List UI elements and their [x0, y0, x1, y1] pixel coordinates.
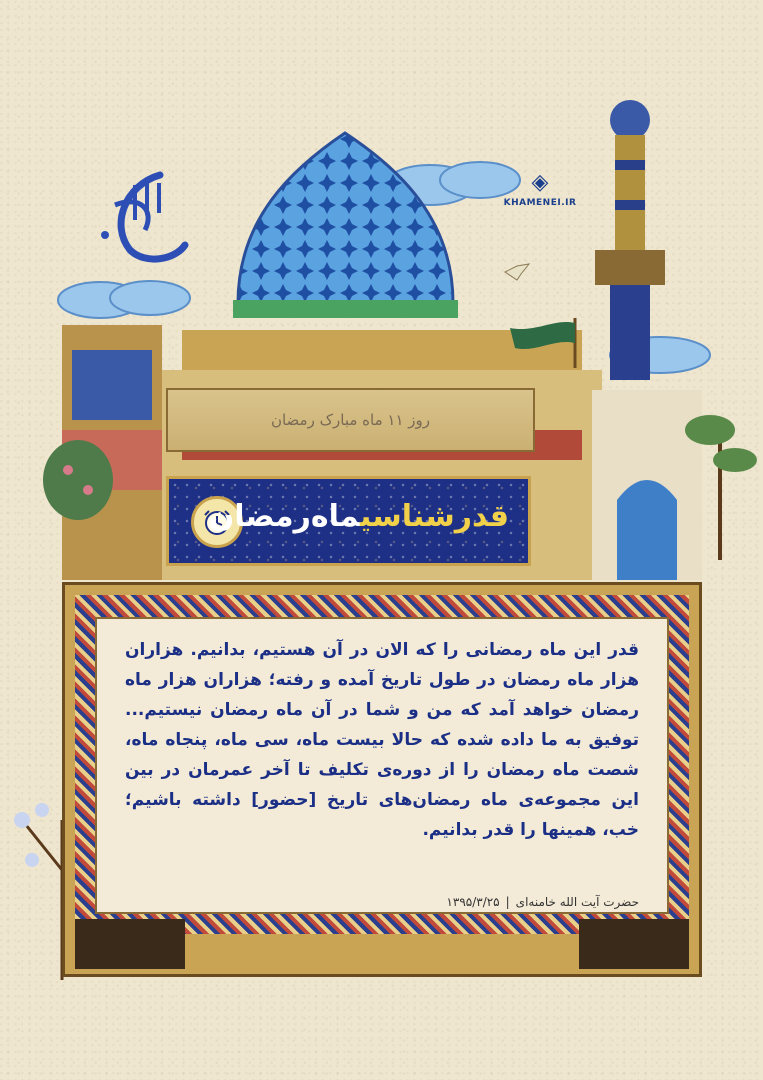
bahar-quran-logo — [85, 165, 195, 275]
khamenei-logo-site: KHAMENEI.IR — [503, 198, 577, 208]
quote-text: قدر این ماه رمضانی را که الان در آن هستیم، بدانیم. هزاران هزار ماه رمضان در طول تاریخ آمده و رفته؛ هزاران هزار ماه رمضان خواهد آمد که من و شما در آن ماه رمضان نیستیم... توفیق به ما داده شده که حالا بیست ماه، سی ماه، پنجاه ماه، شصت ماه رمضان را از دوره‌ی تکلیف تا آخر عمرمان در بین این مجموعه‌ی ماه رمضان‌های تاریخ [حضور] داشته باشیم؛ خب، همینها را قدر بدانیم. — [125, 640, 639, 840]
dome-illustration — [228, 128, 463, 318]
title-accent: قدرشناسی — [359, 499, 509, 534]
quote-date: ۱۳۹۵/۳/۲۵ — [446, 895, 500, 909]
quote-speaker: حضرت آیت الله خامنه‌ای — [515, 895, 639, 909]
quote-attribution — [446, 895, 639, 909]
quote-frame — [62, 582, 702, 977]
subtitle: روز ۱۱ ماه مبارک رمضان — [270, 411, 431, 429]
lattice-grilles — [65, 914, 699, 974]
title-main: ماه‌رمضان — [208, 499, 360, 534]
quote-panel — [95, 617, 669, 914]
page-title — [208, 499, 509, 534]
flag-illustration — [505, 318, 585, 368]
title-banner — [166, 476, 531, 566]
tree-illustration — [680, 380, 760, 560]
bird-illustration — [503, 262, 531, 282]
shrub-illustration — [38, 430, 118, 550]
subtitle-band — [166, 388, 535, 452]
quote-separator: | — [505, 895, 510, 909]
khamenei-logo-mark: ◈ — [531, 170, 549, 195]
